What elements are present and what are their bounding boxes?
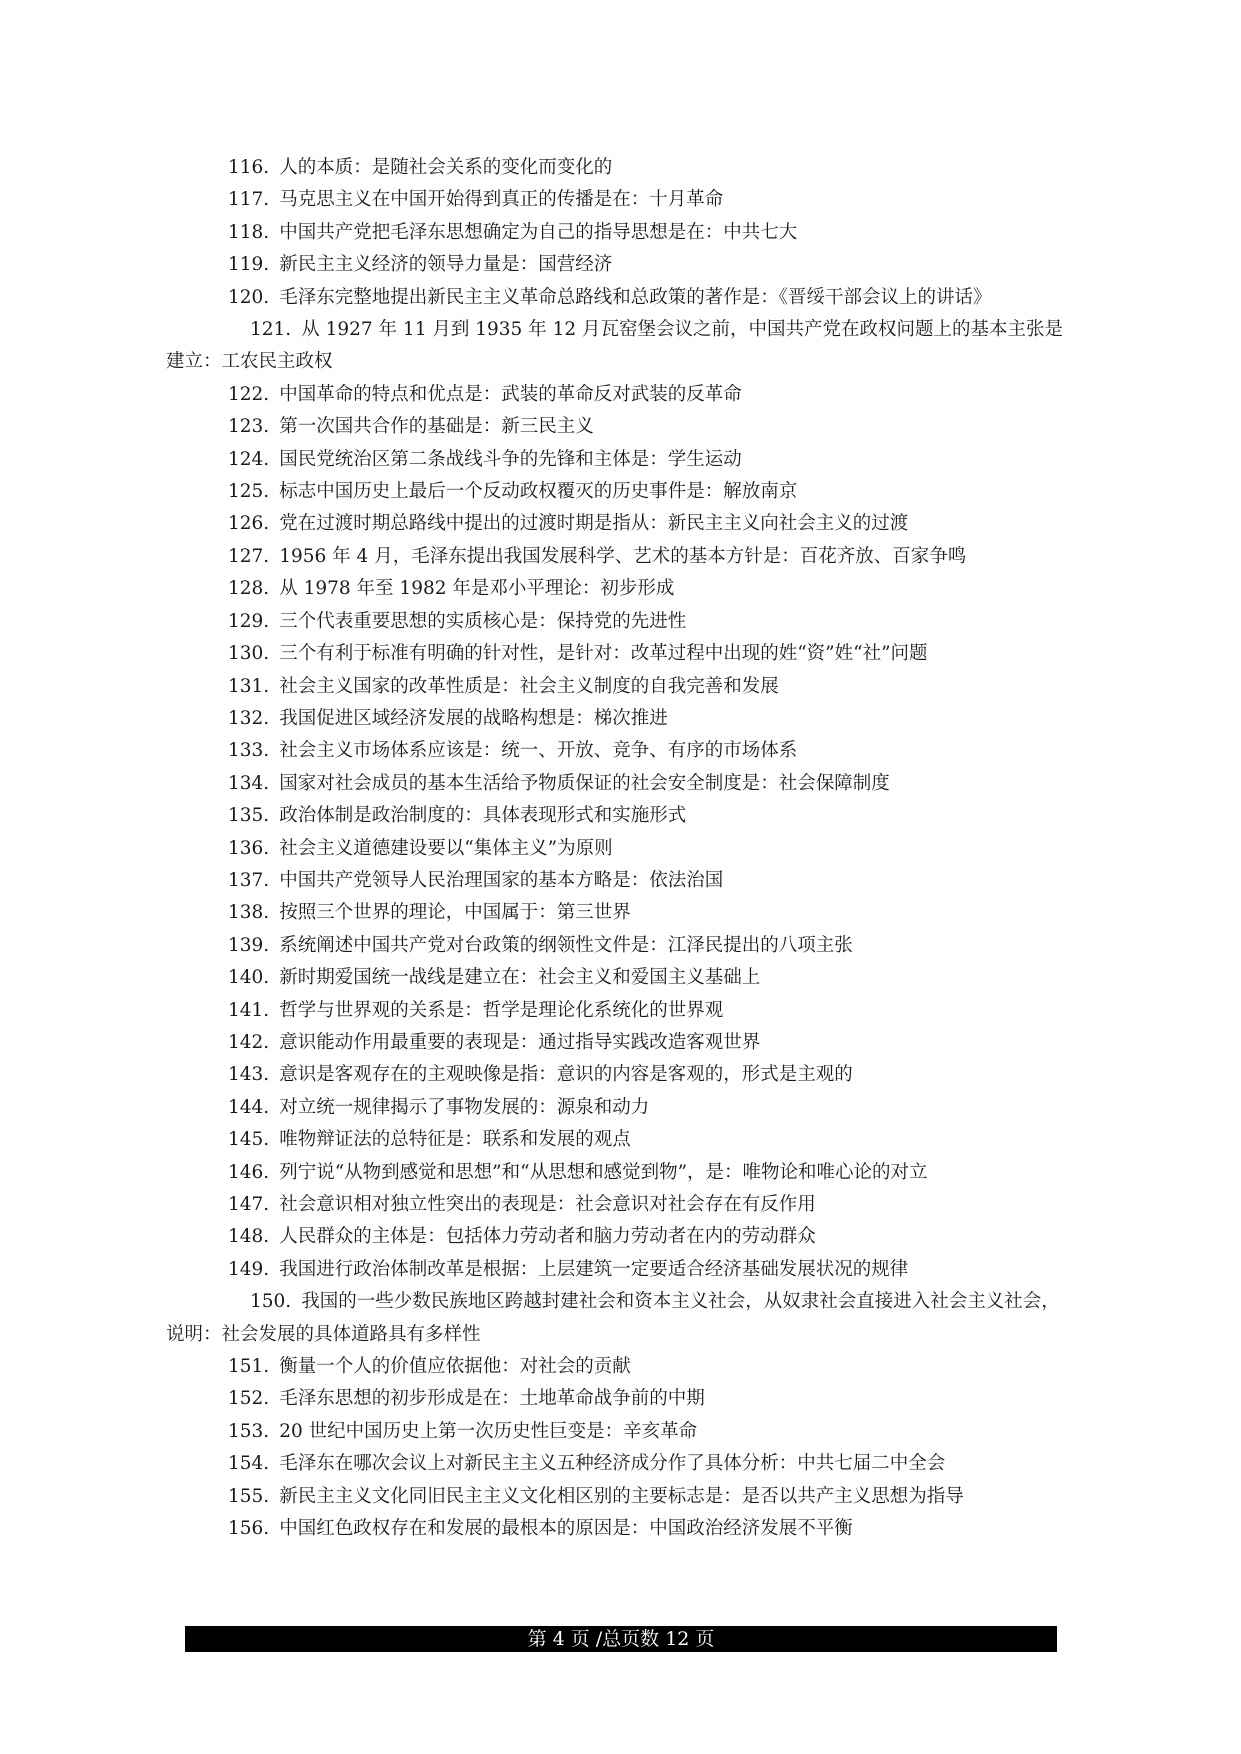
item-number: 147. (228, 1194, 270, 1215)
item-number: 126. (228, 513, 270, 535)
item-text: 列宁说“从物到感觉和思想”和“从思想和感觉到物”，是：唯物论和唯心论的对立 (279, 1161, 928, 1183)
list-item (188, 671, 1068, 703)
item-number: 155. (228, 1485, 270, 1507)
item-text: 社会主义市场体系应该是：统一、开放、竞争、有序的市场体系 (279, 740, 798, 762)
list-item (188, 1351, 1068, 1383)
item-text: 我国的一些少数民族地区跨越封建社会和资本主义社会，从奴隶社会直接进入社会主义社会，说明：社会发展的具体道路具有多样性 (166, 1291, 1060, 1345)
item-number: 145. (228, 1129, 270, 1151)
item-text: 哲学与世界观的关系是：哲学是理论化系统化的世界观 (279, 999, 724, 1021)
item-text: 人民群众的主体是：包括体力劳动者和脑力劳动者在内的劳动群众 (279, 1226, 816, 1248)
item-number: 128. (228, 578, 270, 600)
item-number: 134. (228, 772, 270, 794)
list-item (188, 379, 1068, 411)
list-item (188, 768, 1068, 800)
item-number: 133. (228, 740, 270, 762)
item-text: 社会主义国家的改革性质是：社会主义制度的自我完善和发展 (279, 675, 779, 697)
item-text: 社会意识相对独立性突出的表现是：社会意识对社会存在有反作用 (279, 1194, 816, 1215)
item-text: 意识是客观存在的主观映像是指：意识的内容是客观的，形式是主观的 (279, 1064, 853, 1086)
list-item (188, 476, 1068, 508)
item-number: 132. (228, 707, 270, 729)
item-text: 人的本质：是随社会关系的变化而变化的 (279, 157, 613, 178)
list-item (188, 411, 1068, 443)
item-text: 新民主主义文化同旧民主主义文化相区别的主要标志是：是否以共产主义思想为指导 (279, 1485, 964, 1507)
list-item (188, 1481, 1068, 1513)
item-number: 120. (228, 286, 270, 308)
list-item (188, 897, 1068, 929)
list-item (188, 995, 1068, 1027)
item-text: 衡量一个人的价值应依据他：对社会的贡献 (279, 1356, 631, 1378)
list-item (188, 865, 1068, 897)
list-item (188, 606, 1068, 638)
item-text: 1956 年 4 月，毛泽东提出我国发展科学、艺术的基本方针是：百花齐放、百家争鸣 (279, 545, 967, 567)
list-item (188, 703, 1068, 735)
item-number: 129. (228, 610, 270, 632)
list-item (188, 1059, 1068, 1091)
item-number: 118. (228, 221, 270, 243)
item-number: 125. (228, 481, 270, 503)
item-number: 127. (228, 545, 270, 567)
item-number: 151. (228, 1356, 270, 1378)
item-number: 144. (228, 1096, 270, 1118)
item-text: 马克思主义在中国开始得到真正的传播是在：十月革命 (279, 189, 724, 211)
list-item (188, 573, 1068, 605)
item-number: 124. (228, 448, 270, 470)
list-item (188, 1027, 1068, 1059)
item-number: 123. (228, 416, 270, 438)
item-text: 唯物辩证法的总特征是：联系和发展的观点 (279, 1129, 631, 1151)
list-item (188, 217, 1068, 249)
item-number: 122. (228, 383, 270, 405)
list-item (188, 1254, 1068, 1286)
item-number: 149. (228, 1258, 270, 1280)
list-item (166, 314, 1068, 379)
item-number: 154. (228, 1453, 270, 1475)
list-item (188, 1124, 1068, 1156)
item-number: 143. (228, 1064, 270, 1086)
item-text: 中国红色政权存在和发展的最根本的原因是：中国政治经济发展不平衡 (279, 1518, 853, 1540)
item-text: 第一次国共合作的基础是：新三民主义 (279, 416, 594, 438)
list-item (188, 184, 1068, 216)
item-number: 152. (228, 1388, 270, 1410)
item-number: 156. (228, 1518, 270, 1540)
item-text: 社会主义道德建设要以“集体主义”为原则 (279, 837, 613, 859)
page-number-label: 第 4 页 /总页数 12 页 (527, 1628, 715, 1650)
list-item (188, 508, 1068, 540)
list-item (188, 962, 1068, 994)
item-text: 毛泽东思想的初步形成是在：土地革命战争前的中期 (279, 1388, 705, 1410)
item-text: 国家对社会成员的基本生活给予物质保证的社会安全制度是：社会保障制度 (279, 772, 890, 794)
item-number: 121. (250, 319, 292, 341)
item-text: 我国促进区域经济发展的战略构想是：梯次推进 (279, 707, 668, 729)
item-number: 131. (228, 675, 270, 697)
page-footer (185, 1626, 1057, 1652)
item-text: 按照三个世界的理论，中国属于：第三世界 (279, 902, 631, 924)
item-text: 我国进行政治体制改革是根据：上层建筑一定要适合经济基础发展状况的规律 (279, 1258, 909, 1280)
item-text: 政治体制是政治制度的：具体表现形式和实施形式 (279, 805, 687, 827)
list-item (188, 249, 1068, 281)
item-text: 从 1978 年至 1982 年是邓小平理论：初步形成 (279, 578, 675, 600)
item-number: 140. (228, 967, 270, 989)
item-text: 对立统一规律揭示了事物发展的：源泉和动力 (279, 1096, 650, 1118)
item-text: 中国革命的特点和优点是：武装的革命反对武装的反革命 (279, 383, 742, 405)
list-item (188, 1221, 1068, 1253)
item-number: 146. (228, 1161, 270, 1183)
item-number: 142. (228, 1031, 270, 1053)
item-number: 138. (228, 902, 270, 924)
list-item (188, 833, 1068, 865)
item-number: 153. (228, 1420, 270, 1442)
list-item (188, 282, 1068, 314)
list-item (188, 444, 1068, 476)
item-text: 系统阐述中国共产党对台政策的纲领性文件是：江泽民提出的八项主张 (279, 934, 853, 956)
item-text: 意识能动作用最重要的表现是：通过指导实践改造客观世界 (279, 1031, 761, 1053)
item-number: 117. (228, 189, 270, 211)
item-text: 三个有利于标准有明确的针对性，是针对：改革过程中出现的姓“资”姓“社”问题 (279, 643, 928, 665)
item-text: 三个代表重要思想的实质核心是：保持党的先进性 (279, 610, 687, 632)
item-text: 新民主主义经济的领导力量是：国营经济 (279, 254, 613, 276)
item-text: 从 1927 年 11 月到 1935 年 12 月瓦窑堡会议之前，中国共产党在政权问题上的基本主张是建立：工农民主政权 (166, 319, 1063, 373)
item-number: 150. (250, 1291, 292, 1313)
list-item (188, 1383, 1068, 1415)
item-text: 毛泽东完整地提出新民主主义革命总路线和总政策的著作是：《晋绥干部会议上的讲话》 (279, 286, 992, 308)
item-text: 国民党统治区第二条战线斗争的先锋和主体是：学生运动 (279, 448, 742, 470)
list-item (188, 735, 1068, 767)
item-number: 116. (228, 157, 270, 178)
item-text: 新时期爱国统一战线是建立在：社会主义和爱国主义基础上 (279, 967, 761, 989)
item-number: 135. (228, 805, 270, 827)
question-list (166, 152, 1068, 1545)
list-item (188, 152, 1068, 184)
list-item (188, 1416, 1068, 1448)
list-item (188, 638, 1068, 670)
list-item (188, 1513, 1068, 1545)
list-item (188, 1189, 1068, 1221)
item-text: 20 世纪中国历史上第一次历史性巨变是：辛亥革命 (279, 1420, 698, 1442)
item-text: 中国共产党把毛泽东思想确定为自己的指导思想是在：中共七大 (279, 221, 798, 243)
item-number: 130. (228, 643, 270, 665)
list-item (188, 1448, 1068, 1480)
list-item (188, 800, 1068, 832)
item-text: 标志中国历史上最后一个反动政权覆灭的历史事件是：解放南京 (279, 481, 798, 503)
list-item (166, 1286, 1068, 1351)
item-number: 148. (228, 1226, 270, 1248)
list-item (188, 1157, 1068, 1189)
item-text: 党在过渡时期总路线中提出的过渡时期是指从：新民主主义向社会主义的过渡 (279, 513, 909, 535)
list-item (188, 930, 1068, 962)
item-number: 139. (228, 934, 270, 956)
item-number: 137. (228, 869, 270, 891)
list-item (188, 1092, 1068, 1124)
item-number: 119. (228, 254, 270, 276)
item-number: 141. (228, 999, 270, 1021)
item-text: 毛泽东在哪次会议上对新民主主义五种经济成分作了具体分析：中共七届二中全会 (279, 1453, 946, 1475)
list-item (188, 541, 1068, 573)
item-text: 中国共产党领导人民治理国家的基本方略是：依法治国 (279, 869, 724, 891)
item-number: 136. (228, 837, 270, 859)
